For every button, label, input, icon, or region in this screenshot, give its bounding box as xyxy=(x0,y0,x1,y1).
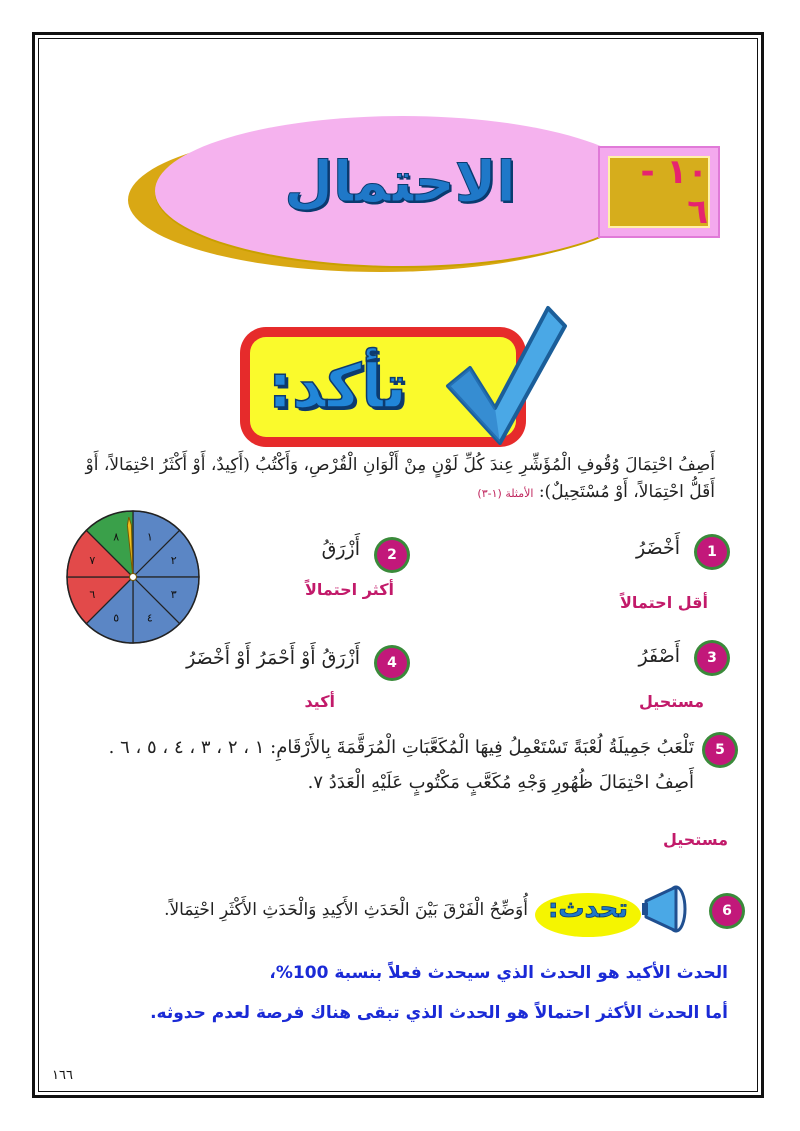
check-heading-label: تأكد: xyxy=(268,352,407,422)
spinner-section-label: ١ xyxy=(146,530,153,544)
section-number-box xyxy=(598,146,720,238)
megaphone-icon xyxy=(640,883,688,935)
spinner-section-label: ٢ xyxy=(170,554,177,568)
question-text: أَزْرَقُ أَوْ أَحْمَرُ أَوْ أَخْضَرُ xyxy=(186,647,360,669)
question-number: 4 xyxy=(377,648,407,678)
answer-text: أقل احتمالاً xyxy=(619,593,708,612)
instruction-line-2: أَقَلُّ احْتِمَالاً، أَوْ مُسْتَحِيلٌ): الأمثلة (١-٣) xyxy=(477,482,715,502)
answer-text: أكثر احتمالاً xyxy=(304,580,394,599)
question-number: 1 xyxy=(697,537,727,567)
talk-answer-line-1: الحدث الأكيد هو الحدث الذي سيحدث فعلاً بنسبة 100%، xyxy=(269,963,728,983)
answer-text: مستحيل xyxy=(662,830,728,849)
spinner-section-label: ٣ xyxy=(170,587,177,601)
question-text: أَصْفَرُ xyxy=(638,645,680,667)
question-number: 2 xyxy=(377,540,407,570)
talk-answer-line-2: أما الحدث الأكثر احتمالاً هو الحدث الذي تبقى هناك فرصة لعدم حدوثه. xyxy=(150,1003,728,1023)
answer-text: مستحيل xyxy=(638,692,704,711)
question-text: أَزْرَقُ xyxy=(321,538,360,560)
spinner-hub xyxy=(130,574,137,581)
question-number: 3 xyxy=(697,643,727,673)
talk-label: تحدث: xyxy=(548,894,629,924)
spinner-section-label: ٥ xyxy=(113,611,120,625)
question-number: 5 xyxy=(705,735,735,765)
spinner-disc xyxy=(63,507,203,647)
examples-reference: الأمثلة (١-٣) xyxy=(477,487,534,500)
page-title: الاحتمال xyxy=(284,150,516,215)
question-text-line-2: أَصِفُ احْتِمَالَ ظُهُورِ وَجْهِ مُكَعَّبٍ مَكْتُوبٍ عَلَيْهِ الْعَدَدُ ٧. xyxy=(307,772,694,793)
page-number: ١٦٦ xyxy=(52,1068,73,1083)
checkmark-icon xyxy=(440,298,570,448)
spinner-section-label: ٧ xyxy=(89,554,96,568)
section-number: ١٠ - ٦ xyxy=(640,152,708,232)
spinner-section-label: ٨ xyxy=(113,530,120,544)
spinner-section-label: ٤ xyxy=(146,611,153,625)
question-text: أَخْضَرُ xyxy=(636,537,680,559)
instruction-line-1: أَصِفُ احْتِمَالَ وُقُوفِ الْمُؤَشِّرِ عِندَ كُلِّ لَوْنٍ مِنْ أَلْوَانِ الْقُرْصِ، وَأَكْتُبُ (أَكِيدٌ، أَوْ أَكْثَرُ احْتِمَالاً، أَوْ xyxy=(85,455,715,475)
question-text-line-1: تَلْعَبُ جَمِيلَةُ لُعْبَةً تَسْتَعْمِلُ فِيهَا الْمُكَعَّبَاتِ الْمُرَقَّمَةَ بِالأَرْقَامِ: ١ ، ٢ ، ٣ ، ٤ ، ٥ ، ٦ . xyxy=(108,737,694,758)
spinner-section-label: ٦ xyxy=(89,587,96,601)
answer-text: أكيد xyxy=(304,692,335,711)
question-number: 6 xyxy=(712,896,742,926)
question-text: أُوَضِّحُ الْفَرْقَ بَيْنَ الْحَدَثِ الأَكِيدِ وَالْحَدَثِ الأَكْثَرِ احْتِمَالاً. xyxy=(164,900,528,920)
